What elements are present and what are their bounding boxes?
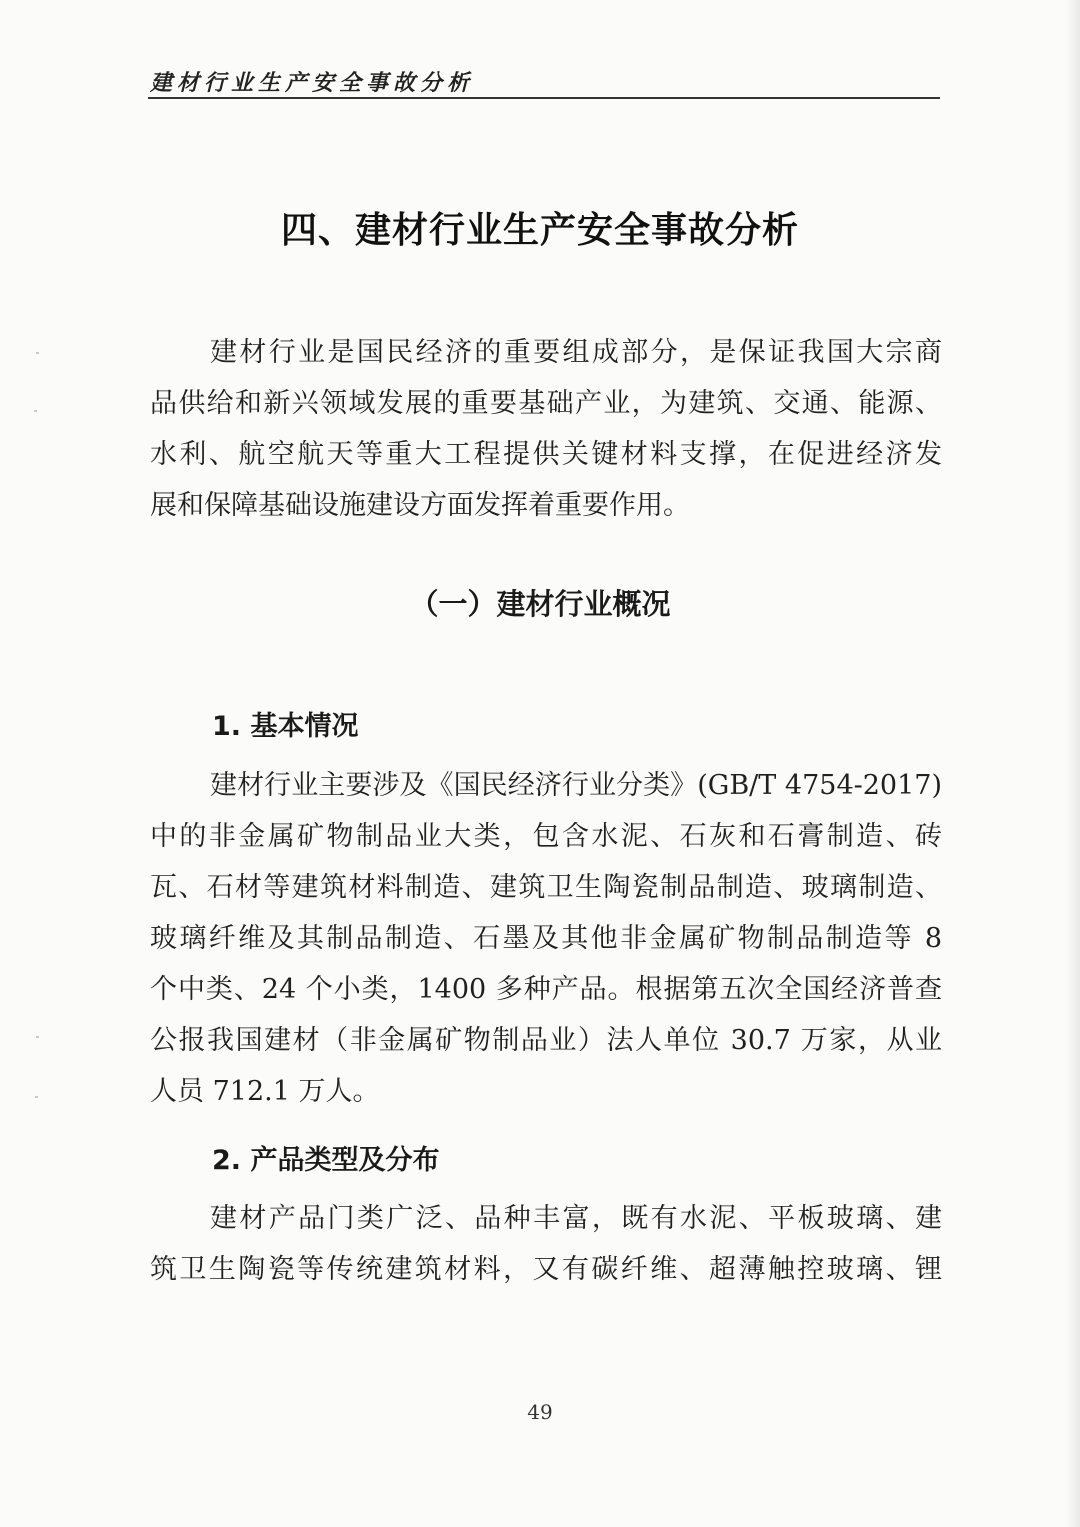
scan-speck <box>36 352 39 354</box>
paragraph-line: 水利、航空航天等重大工程提供关键材料支撑，在促进经济发 <box>150 439 942 470</box>
paragraph-line: 中的非金属矿物制品业大类，包含水泥、石灰和石膏制造、砖 <box>150 821 942 852</box>
paragraph-line: 建材行业主要涉及《国民经济行业分类》(GB/T 4754-2017) <box>210 770 942 801</box>
paragraph-line: 品供给和新兴领域发展的重要基础产业，为建筑、交通、能源、 <box>150 388 942 419</box>
scan-speck <box>34 410 37 412</box>
paragraph-line: 建材行业是国民经济的重要组成部分，是保证我国大宗商 <box>210 337 942 368</box>
basic-paragraph <box>150 760 942 1117</box>
header-rule <box>148 97 940 99</box>
intro-paragraph <box>150 327 942 531</box>
page-number: 49 <box>527 1400 553 1424</box>
paragraph-line: 筑卫生陶瓷等传统建筑材料，又有碳纤维、超薄触控玻璃、锂 <box>150 1254 942 1285</box>
paragraph-line: 瓦、石材等建筑材料制造、建筑卫生陶瓷制品制造、玻璃制造、 <box>150 872 942 903</box>
paragraph-line: 个中类、24 个小类，1400 多种产品。根据第五次全国经济普查 <box>150 974 942 1005</box>
scan-speck <box>35 1096 38 1098</box>
section-title: （一）建材行业概况 <box>409 587 671 621</box>
chapter-title: 四、建材行业生产安全事故分析 <box>280 210 799 251</box>
scan-speck <box>36 1036 39 1038</box>
subheading-products: 2. 产品类型及分布 <box>212 1145 440 1176</box>
paragraph-line: 建材产品门类广泛、品种丰富，既有水泥、平板玻璃、建 <box>210 1203 942 1234</box>
products-paragraph <box>150 1193 942 1295</box>
paragraph-line: 人员 712.1 万人。 <box>150 1076 380 1107</box>
paragraph-line: 玻璃纤维及其制品制造、石墨及其他非金属矿物制品制造等 8 <box>150 923 942 954</box>
subheading-basic: 1. 基本情况 <box>212 711 359 742</box>
running-header: 建材行业生产安全事故分析 <box>150 70 475 96</box>
paragraph-line: 公报我国建材（非金属矿物制品业）法人单位 30.7 万家，从业 <box>150 1025 942 1056</box>
paragraph-line: 展和保障基础设施建设方面发挥着重要作用。 <box>150 490 690 521</box>
